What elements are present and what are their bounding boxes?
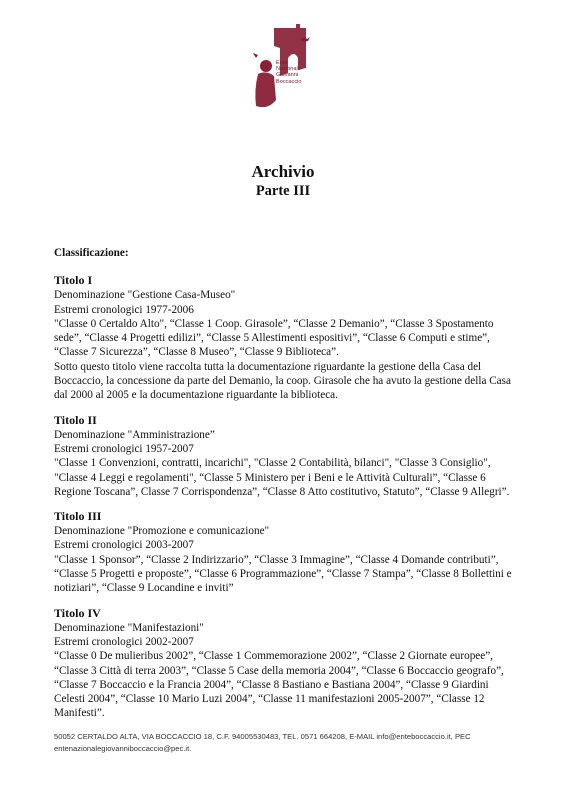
section-note: Sotto questo titolo viene raccolta tutta la documentazione riguardante la gestione della Casa del Boccaccio, la concessione da parte del Demanio, la coop. Girasole che ha avuto la gestione della Casa dal 2000 al 2005 e la documentazione riguardante la biblioteca. bbox=[54, 360, 511, 402]
section-title: Titolo II bbox=[54, 412, 97, 427]
document-heading bbox=[0, 162, 566, 200]
section-dates: Estremi cronologici 1977-2006 bbox=[54, 303, 194, 316]
section-denomination: Denominazione "Manifestazioni" bbox=[54, 621, 204, 634]
section-titolo-2 bbox=[54, 413, 516, 499]
section-denomination: Denominazione "Gestione Casa-Museo" bbox=[54, 289, 236, 302]
page-footer bbox=[54, 731, 524, 754]
document-title: Archivio bbox=[251, 162, 315, 181]
section-dates: Estremi cronologici 1957-2007 bbox=[54, 442, 194, 455]
section-dates: Estremi cronologici 2002-2007 bbox=[54, 635, 194, 648]
section-titolo-3 bbox=[54, 509, 516, 595]
section-title: Titolo I bbox=[54, 273, 93, 288]
section-classes: "Classe 0 Certaldo Alto", “Classe 1 Coop. Girasole”, “Classe 2 Demanio”, “Classe 3 Spostamento sede”, “Classe 4 Progetti edilizi”, “Classe 5 Allestimenti espositivi”, “Classe 6 Computi e stime”, “Classe 7 Sicurezza”, “Classe 8 Museo”, “Classe 9 Biblioteca”. bbox=[54, 317, 494, 359]
logo-text-line: Ente bbox=[276, 60, 288, 66]
logo bbox=[236, 18, 334, 118]
section-dates: Estremi cronologici 2003-2007 bbox=[54, 539, 194, 552]
document-body bbox=[54, 246, 516, 731]
document-subtitle: Parte III bbox=[255, 183, 311, 199]
section-title: Titolo IV bbox=[54, 605, 101, 620]
logo-text-line: Nazionale bbox=[276, 66, 301, 73]
section-titolo-4 bbox=[54, 606, 516, 721]
section-classes: "Classe 1 Convenzioni, contratti, incarichi", "Classe 2 Contabilità, bilanci", "Classe 3 Consiglio", "Classe 4 Leggi e regolamenti", “Classe 5 Ministero per i Beni e le Attività Culturali”, “Classe 6 Regione Toscana”, Classe 7 Corrispondenza”, “Classe 8 Atto costitutivo, Statuto”, “Classe 9 Allegri”. bbox=[54, 457, 510, 498]
footer-address: 50052 CERTALDO ALTA, VIA BOCCACCIO 18, C.F. 94005530483, TEL. 0571 664208, E-MAIL info@enteboccaccio.it, PEC bbox=[54, 732, 471, 741]
section-classes: “Classe 0 De mulieribus 2002”, “Classe 1 Commemorazione 2002”, “Classe 2 Giornate europee”, “Classe 3 Città di terra 2003”, “Classe 5 Case della memoria 2004”, “Classe 6 Boccaccio geografo”, “Classe 7 Boccaccio e la Francia 2004”, “Classe 8 Bastiano e Bastiana 2004”, “Classe 9 Giardini Celesti 2004”, “Classe 10 Mario Luzi 2004”, “Classe 11 manifestazioni 2005-2007”, “Classe 12 Manifesti”. bbox=[54, 650, 504, 720]
section-titolo-1 bbox=[54, 273, 516, 402]
logo-text-line: Giovanni bbox=[276, 72, 299, 79]
footer-pec: entenazionalegiovanniboccaccio@pec.it. bbox=[54, 743, 192, 753]
classification-label: Classificazione: bbox=[54, 247, 129, 259]
section-denomination: Denominazione "Promozione e comunicazione" bbox=[54, 525, 270, 538]
section-denomination: Denominazione "Amministrazione” bbox=[54, 428, 215, 441]
section-classes: "Classe 1 Sponsor”, “Classe 2 Indirizzario”, “Classe 3 Immagine”, “Classe 4 Domande contributi”, “Classe 5 Progetti e proposte”, “Classe 6 Programmazione”, “Classe 7 Stampa”, “Classe 8 Bollettini e notiziari”, “Classe 9 Locandine e inviti” bbox=[54, 553, 512, 595]
section-title: Titolo III bbox=[54, 509, 102, 524]
logo-text-line: Boccaccio bbox=[276, 78, 302, 85]
